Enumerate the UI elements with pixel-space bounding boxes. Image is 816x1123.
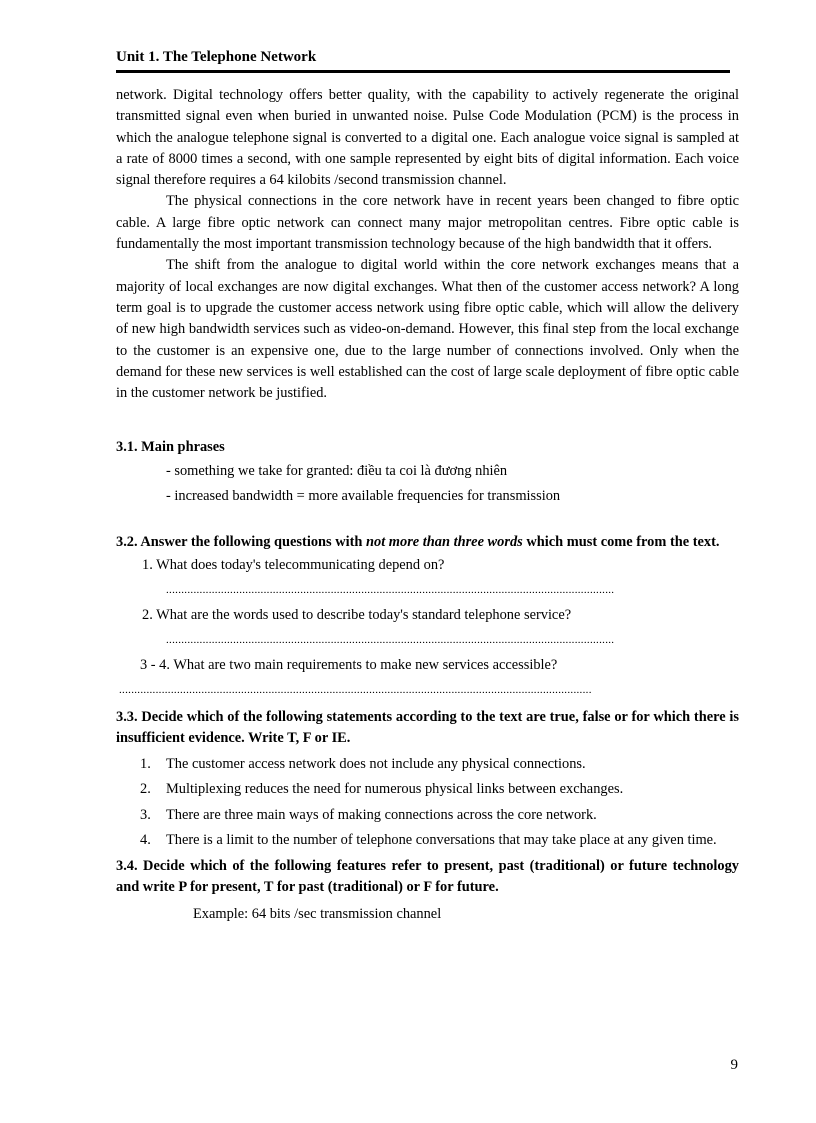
statement-number: 2. bbox=[140, 781, 151, 798]
running-header: Unit 1. The Telephone Network bbox=[116, 49, 317, 65]
example-line: Example: 64 bits /sec transmission channel bbox=[193, 906, 442, 923]
section-3-1-heading: 3.1. Main phrases bbox=[116, 439, 225, 456]
statement-text: There are three main ways of making connections across the core network. bbox=[166, 806, 597, 823]
statement-text: The customer access network does not include any physical connections. bbox=[166, 755, 586, 772]
question-3-4: 3 - 4. What are two main requirements to make new services accessible? bbox=[140, 657, 558, 674]
statement-list bbox=[116, 754, 739, 852]
page-number: 9 bbox=[730, 1057, 738, 1073]
section-3-2-heading bbox=[116, 532, 739, 553]
answer-line-2[interactable]: ................................................................................................................................................... bbox=[166, 634, 615, 647]
paragraph-pcm: network. Digital technology offers better quality, with the capability to actively regenerate the original transmitted signal even when buried in unwanted noise. Pulse Code Modulation (PCM) is the process in which the analogue telephone signal is converted to a digital one. Each analogue voice signal is sampled at a rate of 8000 times a second, with one sample represented by eight bits of digital information. Each voice signal therefore requires a 64 kilobits /second transmission channel. bbox=[116, 87, 739, 189]
header-divider bbox=[116, 70, 730, 73]
section-3-3-heading: 3.3. Decide which of the following statements according to the text are true, false or for which there is insufficient evidence. Write T, F or IE. bbox=[116, 709, 739, 747]
statement-number: 4. bbox=[140, 832, 151, 849]
phrase-item: - something we take for granted: điều ta coi là đương nhiên bbox=[166, 462, 508, 479]
statement-text: There is a limit to the number of telephone conversations that may take place at any given time. bbox=[166, 832, 717, 849]
paragraph-fibre: The physical connections in the core network have in recent years been changed to fibre optic cable. A large fibre optic network can connect many major metropolitan centres. Fibre optic cable is fundamentally the most important transmission technology because of the high bandwidth that it offers. bbox=[116, 193, 739, 253]
question-2: 2. What are the words used to describe today's standard telephone service? bbox=[142, 607, 572, 624]
heading-text: which must come from the text. bbox=[522, 533, 720, 550]
statement-number: 1. bbox=[140, 755, 151, 772]
statement-item bbox=[116, 805, 739, 827]
section-3-4-heading: 3.4. Decide which of the following features refer to present, past (traditional) or future technology and write P for present, T for past (traditional) or F for future. bbox=[116, 857, 739, 895]
statement-number: 3. bbox=[140, 806, 151, 823]
statement-item bbox=[116, 830, 739, 852]
phrase-item: - increased bandwidth = more available frequencies for transmission bbox=[166, 487, 561, 504]
page-content bbox=[116, 85, 739, 926]
statement-item bbox=[116, 779, 739, 801]
heading-text: 3.2. Answer the following questions with bbox=[116, 533, 367, 550]
paragraph-access-network: The shift from the analogue to digital world within the core network exchanges means that a majority of local exchanges are now digital exchanges. What then of the customer access network? A long term goal is to upgrade the customer access network using fibre optic cable, which will allow the delivery of new high bandwidth services such as video-on-demand. However, this final step from the local exchange to the customer is an expensive one, due to the large number of connections involved. Only when the demand for these new services is well established can the cost of large scale deployment of fibre optic cable in the customer network be justified. bbox=[116, 257, 739, 402]
statement-item bbox=[116, 754, 739, 776]
answer-line-1[interactable]: ................................................................................................................................................... bbox=[166, 584, 615, 597]
question-1: 1. What does today's telecommunicating depend on? bbox=[142, 557, 445, 574]
statement-text: Multiplexing reduces the need for numerous physical links between exchanges. bbox=[166, 781, 624, 798]
answer-line-3-4[interactable]: ........................................................................................................................................................... bbox=[119, 684, 592, 697]
heading-emphasis: not more than three words bbox=[366, 533, 523, 550]
